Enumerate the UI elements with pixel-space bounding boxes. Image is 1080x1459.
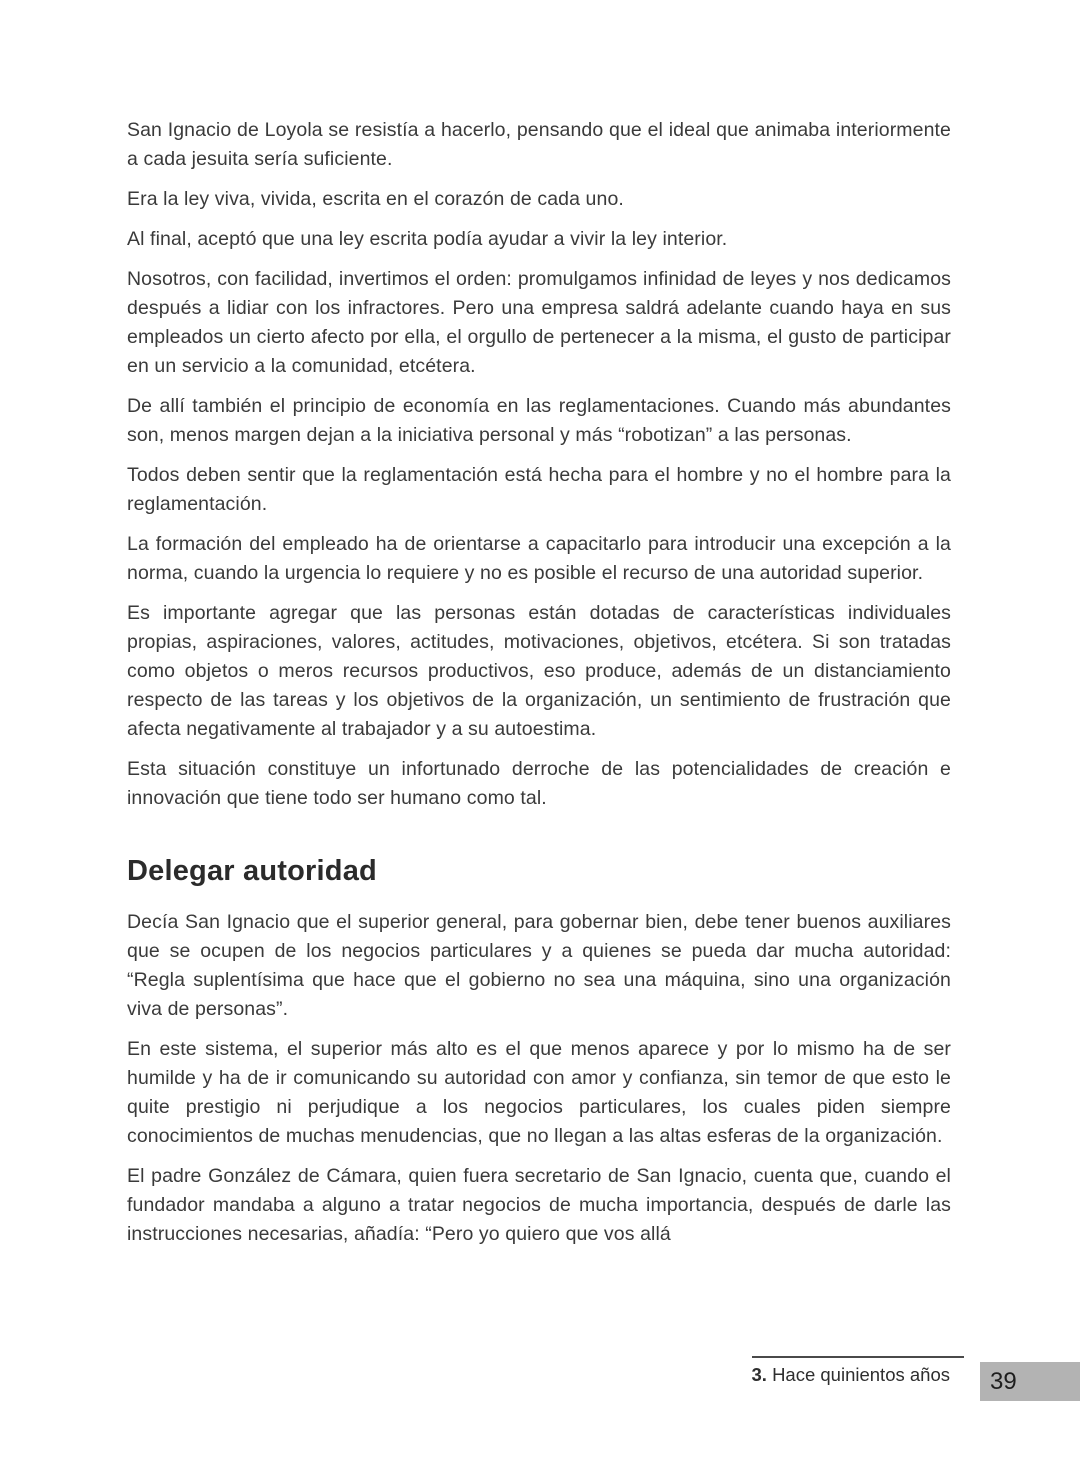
section-heading: Delegar autoridad <box>127 855 377 887</box>
paragraph: Todos deben sentir que la reglamentación está hecha para el hombre y no el hombre para la reglamentación. <box>127 464 951 515</box>
paragraph: La formación del empleado ha de orientarse a capacitarlo para introducir una excepción a la norma, cuando la urgencia lo requiere y no es posible el recurso de una autoridad superior. <box>127 533 951 584</box>
paragraph: Al final, aceptó que una ley escrita podía ayudar a vivir la ley interior. <box>127 228 728 250</box>
paragraph: Es importante agregar que las personas están dotadas de características individuales propias, aspiraciones, valores, actitudes, motivaciones, objetivos, etcétera. Si son tratadas como objetos o meros recursos productivos, eso produce, además de un distanciamiento respecto de las tareas y los objetivos de la organización, un sentimiento de frustración que afecta negativamente al trabajador y a su autoestima. <box>127 602 951 740</box>
paragraph: De allí también el principio de economía en las reglamentaciones. Cuando más abundantes son, menos margen dejan a la iniciativa personal y más “robotizan” a las personas. <box>127 395 951 446</box>
footer-rule <box>752 1356 964 1358</box>
paragraph: Decía San Ignacio que el superior general, para gobernar bien, debe tener buenos auxiliares que se ocupen de los negocios particulares y a quienes se pueda dar mucha autoridad: “Regla suplentísima que hace que el gobierno no sea una máquina, sino una organización viva de personas”. <box>127 911 951 1020</box>
page-content <box>127 116 951 1260</box>
paragraph: El padre González de Cámara, quien fuera secretario de San Ignacio, cuenta que, cuando el fundador mandaba a alguno a tratar negocios de mucha importancia, después de darle las instrucciones necesarias, añadía: “Pero yo quiero que vos allá <box>127 1165 951 1245</box>
paragraph: En este sistema, el superior más alto es el que menos aparece y por lo mismo ha de ser humilde y ha de ir comunicando su autoridad con amor y confianza, sin temor de que esto le quite prestigio ni perjudique a los negocios particulares, los cuales piden siempre conocimientos de muchas menudencias, que no llegan a las altas esferas de la organización. <box>127 1038 951 1147</box>
paragraph: Nosotros, con facilidad, invertimos el orden: promulgamos infinidad de leyes y nos dedicamos después a lidiar con los infractores. Pero una empresa saldrá adelante cuando haya en sus empleados un cierto afecto por ella, el orgullo de pertenecer a la misma, el gusto de participar en un servicio a la comunidad, etcétera. <box>127 268 951 377</box>
paragraph: San Ignacio de Loyola se resistía a hacerlo, pensando que el ideal que animaba interiormente a cada jesuita sería suficiente. <box>127 119 951 170</box>
paragraph: Esta situación constituye un infortunado derroche de las potencialidades de creación e innovación que tiene todo ser humano como tal. <box>127 758 951 809</box>
chapter-title: Hace quinientos años <box>772 1364 950 1385</box>
chapter-number: 3. <box>751 1364 767 1385</box>
page-number: 39 <box>980 1362 1080 1401</box>
footer-chapter-caption <box>751 1363 950 1387</box>
paragraph: Era la ley viva, vivida, escrita en el corazón de cada uno. <box>127 188 624 210</box>
